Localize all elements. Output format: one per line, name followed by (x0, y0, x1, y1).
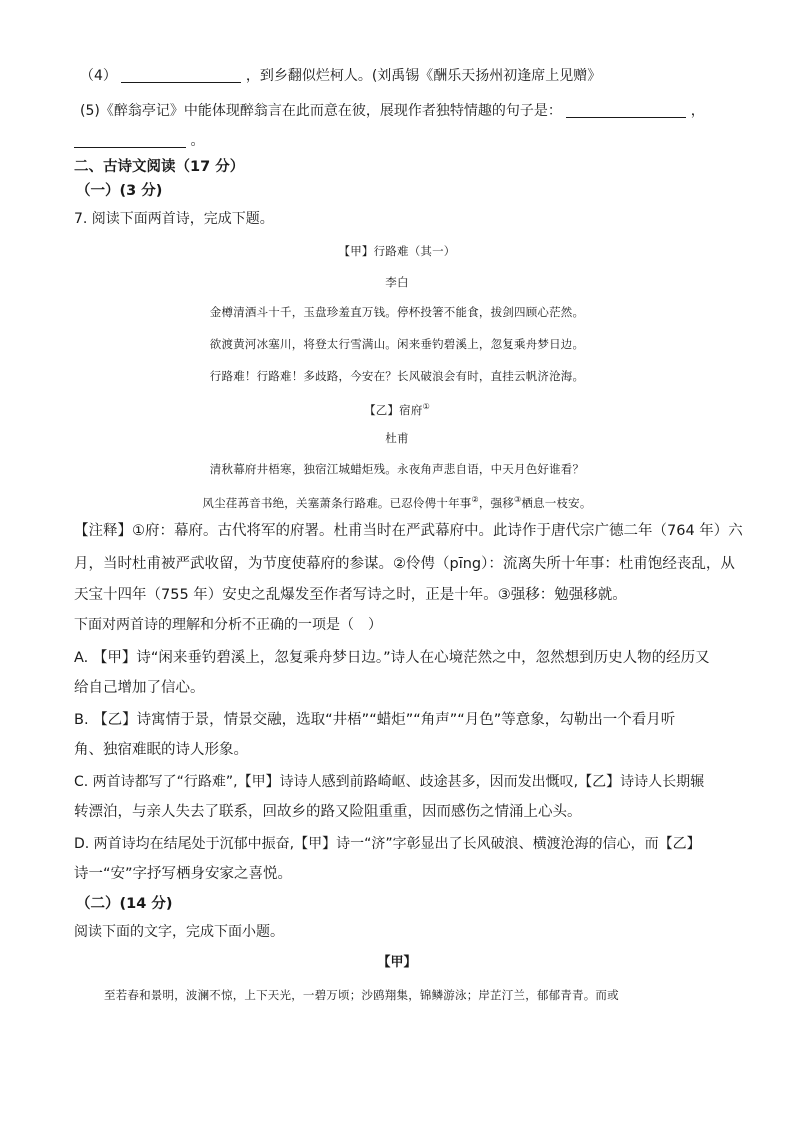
poem-b-note-3: ③ (514, 495, 522, 504)
item-5-blank-2[interactable] (74, 132, 186, 148)
item-4-blank[interactable] (121, 67, 241, 83)
item-5-end: 。 (190, 133, 205, 149)
part-2-instruction: 阅读下面的文字，完成下面小题。 (74, 924, 284, 940)
option-a-line-1[interactable]: A. 【甲】诗“闲来垂钓碧溪上，忽复乘舟梦日边。”诗人在心境茫然之中，忽然想到历史人物的经历又 (74, 650, 710, 666)
option-d-line-2[interactable]: 诗一“安”字抒写栖身安家之喜悦。 (74, 866, 293, 882)
option-b-line-1[interactable]: B. 【乙】诗寓情于景，情景交融，选取“井梧”“蜡炬”“角声”“月色”等意象，勾勒出一个看月听 (74, 712, 676, 728)
poem-b-title (0, 397, 794, 420)
item-4-number: （4） (80, 68, 117, 84)
poem-b-note-2: ② (471, 495, 479, 504)
option-a-line-2[interactable]: 给自己增加了信心。 (74, 680, 205, 696)
item-5-line (80, 101, 705, 121)
item-5-text: (5)《醉翁亭记》中能体现醉翁言在此而意在彼，展现作者独特情趣的句子是： (80, 103, 562, 119)
question-7-instruction: 7. 阅读下面两首诗，完成下题。 (74, 211, 274, 227)
item-5-blank-1[interactable] (566, 102, 686, 118)
item-5-line-2 (74, 131, 204, 151)
poem-b-title-text: 【乙】宿府 (364, 402, 423, 417)
section-2-title: 二、古诗文阅读（17 分） (74, 159, 245, 175)
item-4-line (80, 66, 601, 86)
notes-line-3: 天宝十四年（755 年）安史之乱爆发至作者写诗之时，正是十年。③强移：勉强移就。 (74, 587, 627, 603)
poem-a-line-3: 行路难！行路难！多歧路，今安在？长风破浪会有时，直挂云帆济沧海。 (209, 369, 585, 383)
item-4-text: ，到乡翻似烂柯人。(刘禹锡《酬乐天扬州初逢席上见赠》 (245, 68, 602, 84)
poem-b-line-2-part-1: 风尘荏苒音书绝，关塞萧条行路难。已忍伶俜十年事 (202, 495, 472, 510)
poem-a-line-2: 欲渡黄河冰塞川，将登太行雪满山。闲来垂钓碧溪上，忽复乘舟梦日边。 (209, 337, 585, 351)
passage-jia-line-1: 至若春和景明，波澜不惊，上下天光，一碧万顷；沙鸥翔集，锦鳞游泳；岸芷汀兰，郁郁青青。而或 (104, 988, 619, 1002)
poem-b-line-2 (0, 490, 794, 513)
poem-b-line-2-part-2: ，强移 (478, 495, 514, 510)
item-5-comma: ， (690, 103, 705, 119)
option-c-line-2[interactable]: 转漂泊，与亲人失去了联系，回故乡的路又险阻重重，因而感伤之情涌上心头。 (74, 804, 582, 820)
option-b-line-2[interactable]: 角、独宿难眠的诗人形象。 (74, 742, 248, 758)
notes-line-1: 【注释】①府：幕府。古代将军的府署。杜甫当时在严武幕府中。此诗作于唐代宗广德二年（764 年）六 (74, 523, 743, 539)
poem-b-author: 杜甫 (385, 431, 409, 445)
question-stem: 下面对两首诗的理解和分析不正确的一项是（ ） (74, 617, 382, 633)
passage-jia-label: 【甲】 (377, 955, 417, 970)
poem-a-author: 李白 (385, 275, 409, 289)
poem-a-title: 【甲】行路难（其一） (338, 244, 456, 258)
option-d-line-1[interactable]: D. 两首诗均在结尾处于沉郁中振奋,【甲】诗一“济”字彰显出了长风破浪、横渡沧海的信心，而【乙】 (74, 836, 701, 852)
part-1-title: （一）(3 分) (76, 183, 163, 199)
part-2-title: （二）(14 分) (76, 896, 173, 912)
poem-b-line-1: 清秋幕府井梧寒，独宿江城蜡炬残。永夜角声悲自语，中天月色好谁看？ (209, 462, 585, 476)
poem-b-line-2-part-3: 栖息一枝安。 (521, 495, 592, 510)
option-c-line-1[interactable]: C. 两首诗都写了“行路难”,【甲】诗诗人感到前路崎岖、歧途甚多，因而发出慨叹,【乙】诗诗人长期辗 (74, 774, 705, 790)
notes-line-2: 月，当时杜甫被严武收留，为节度使幕府的参谋。②伶俜（pīng）：流离失所十年事：杜甫饱经丧乱，从 (74, 556, 735, 572)
poem-a-line-1: 金樽清酒斗十千，玉盘珍羞直万钱。停杯投箸不能食，拔剑四顾心茫然。 (209, 305, 585, 319)
poem-b-title-note: ① (422, 402, 430, 411)
